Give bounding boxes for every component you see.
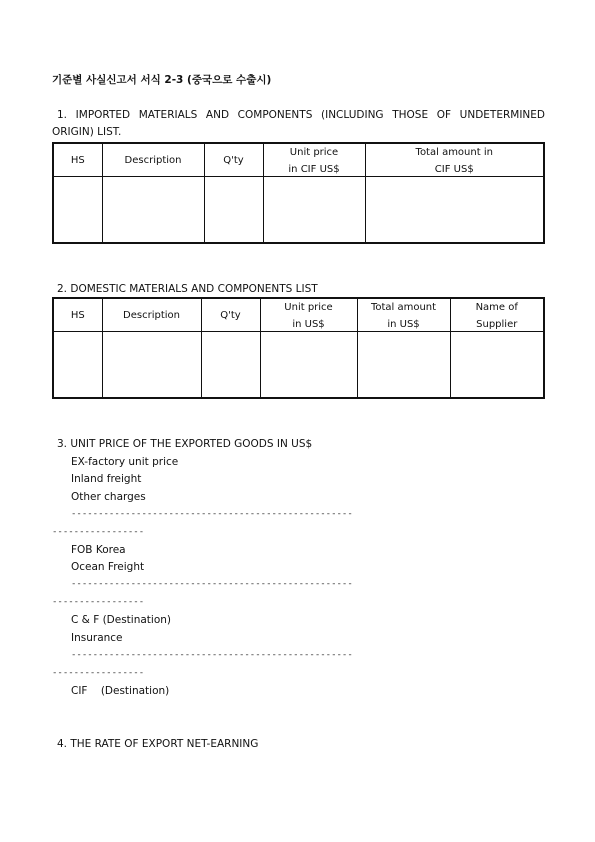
col-total-amount: Total amount in US$ (357, 298, 450, 332)
col-qty: Q'ty (204, 143, 263, 177)
ex-factory-label: EX-factory unit price (71, 456, 179, 468)
imported-materials-table (52, 142, 545, 244)
cell-qty[interactable] (201, 332, 260, 398)
cell-unit-price[interactable] (263, 177, 365, 243)
col-total-amount: Total amount in CIF US$ (365, 143, 544, 177)
separator-line: ---------------------------------------------------- (71, 509, 353, 519)
col-description: Description (102, 143, 204, 177)
col-supplier: Name of Supplier (450, 298, 544, 332)
cell-total-amount[interactable] (357, 332, 450, 398)
section2-heading: 2. DOMESTIC MATERIALS AND COMPONENTS LIST (57, 283, 318, 295)
separator-line-cont: ----------------- (52, 527, 145, 537)
separator-line-cont: ----------------- (52, 597, 145, 607)
separator-line: ---------------------------------------------------- (71, 650, 353, 660)
inland-freight-label: Inland freight (71, 473, 142, 485)
insurance-label: Insurance (71, 632, 123, 644)
cell-hs[interactable] (53, 332, 102, 398)
table-header-row (53, 143, 544, 177)
cell-unit-price[interactable] (260, 332, 357, 398)
col-hs: HS (53, 143, 102, 177)
col-unit-price: Unit price in CIF US$ (263, 143, 365, 177)
section1-heading: 1. IMPORTED MATERIALS AND COMPONENTS (INCLUDING THOSE OF UNDETERMINED (57, 109, 545, 121)
cell-description[interactable] (102, 177, 204, 243)
section4-heading: 4. THE RATE OF EXPORT NET-EARNING (57, 738, 259, 750)
separator-line-cont: ----------------- (52, 668, 145, 678)
other-charges-label: Other charges (71, 491, 146, 503)
section3-heading: 3. UNIT PRICE OF THE EXPORTED GOODS IN US$ (57, 438, 313, 450)
separator-line: ---------------------------------------------------- (71, 579, 353, 589)
col-hs: HS (53, 298, 102, 332)
cell-description[interactable] (102, 332, 201, 398)
table-header-row (53, 298, 544, 332)
cell-supplier[interactable] (450, 332, 544, 398)
form-title: 기준별 사실신고서 서식 2-3 (중국으로 수출시) (52, 74, 272, 86)
cell-total-amount[interactable] (365, 177, 544, 243)
table-row (53, 332, 544, 398)
ocean-freight-label: Ocean Freight (71, 561, 145, 573)
fob-label: FOB Korea (71, 544, 126, 556)
col-description: Description (102, 298, 201, 332)
cif-label: CIF (Destination) (71, 685, 170, 697)
cf-label: C & F (Destination) (71, 614, 172, 626)
domestic-materials-table (52, 297, 545, 399)
cell-hs[interactable] (53, 177, 102, 243)
table-row (53, 177, 544, 243)
col-unit-price: Unit price in US$ (260, 298, 357, 332)
cell-qty[interactable] (204, 177, 263, 243)
col-qty: Q'ty (201, 298, 260, 332)
section1-heading-cont: ORIGIN) LIST. (52, 126, 122, 138)
